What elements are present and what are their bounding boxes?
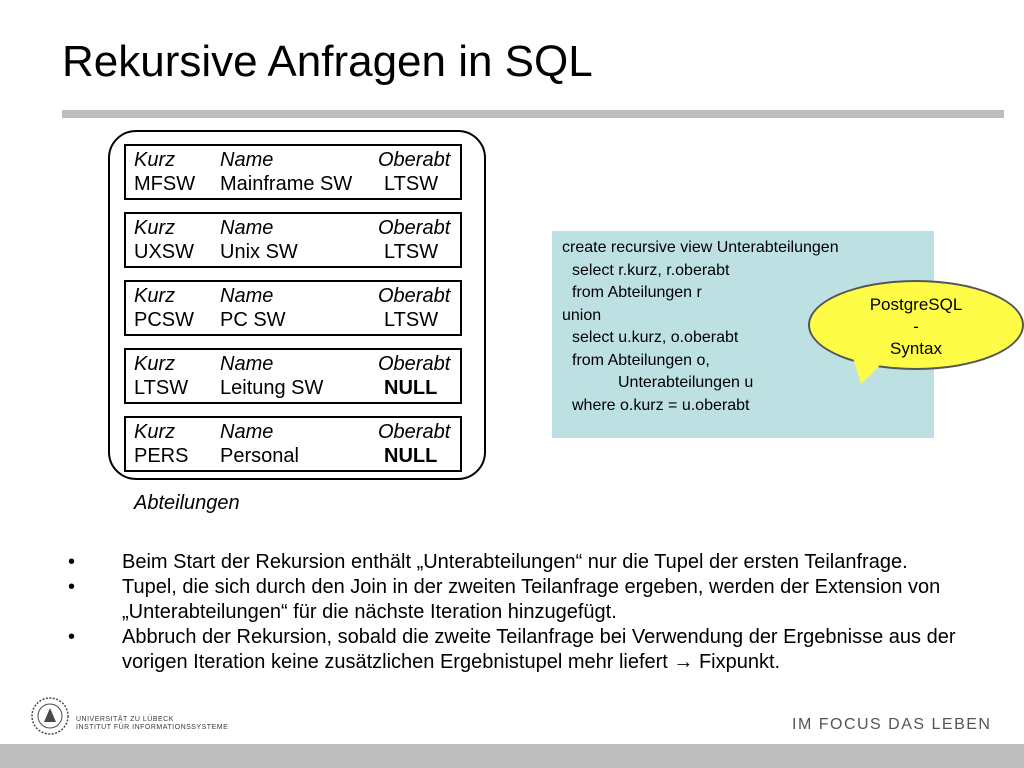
university-seal-icon	[30, 696, 70, 736]
header-kurz: Kurz	[134, 421, 176, 443]
header-kurz: Kurz	[134, 149, 176, 171]
sql-line: Unterabteilungen u	[618, 374, 754, 391]
title-divider	[62, 110, 1004, 118]
callout-line-3: Syntax	[890, 339, 942, 358]
sql-line: select u.kurz, o.oberabt	[572, 329, 739, 346]
bullet-text: Abbruch der Rekursion, sobald die zweite Teilanfrage bei Verwendung der Ergebnisse aus der vorigen Iteration keine zusätzlichen Ergebnistupel mehr liefert → Fixpunkt.	[122, 626, 956, 673]
value-kurz: LTSW	[134, 377, 189, 399]
header-oberabt: Oberabt	[378, 217, 451, 239]
institute-line: INSTITUT FÜR INFORMATIONSSYSTEME	[76, 724, 229, 731]
tuple-header	[134, 148, 460, 172]
header-oberabt: Oberabt	[378, 421, 451, 443]
sql-line: from Abteilungen o,	[572, 351, 710, 369]
value-oberabt: NULL	[384, 377, 438, 399]
tuple-header	[134, 352, 460, 376]
bullet-item	[64, 550, 964, 575]
bullet-dot-icon: •	[68, 626, 76, 648]
value-oberabt: NULL	[384, 445, 438, 467]
header-name: Name	[220, 217, 274, 239]
university-line: UNIVERSITÄT ZU LÜBECK	[76, 716, 174, 723]
tuple-5	[124, 416, 462, 472]
value-kurz: PCSW	[134, 309, 194, 331]
callout-tail	[853, 358, 887, 384]
header-oberabt: Oberabt	[378, 285, 451, 307]
bullet-text: Beim Start der Rekursion enthält „Unterabteilungen“ nur die Tupel der ersten Teilanfrage.	[122, 551, 908, 573]
sql-line: create recursive view Unterabteilungen	[562, 239, 839, 256]
tuple-values	[134, 308, 460, 332]
value-name: Mainframe SW	[220, 173, 353, 195]
bullet-item	[64, 575, 964, 625]
header-name: Name	[220, 421, 274, 443]
value-kurz: PERS	[134, 445, 189, 467]
value-name: PC SW	[220, 309, 286, 331]
bullet-dot-icon: •	[68, 551, 76, 573]
tuple-header	[134, 284, 460, 308]
slide-title: Rekursive Anfragen in SQL	[62, 37, 593, 86]
bullet-text: Tupel, die sich durch den Join in der zweiten Teilanfrage ergeben, werden der Extension von „Unterabteilungen“ für die nächste Iteration hinzugefügt.	[122, 576, 941, 623]
value-name: Unix SW	[220, 241, 298, 263]
bullet-list	[64, 550, 964, 675]
header-oberabt: Oberabt	[378, 353, 451, 375]
tuple-header	[134, 420, 460, 444]
value-kurz: UXSW	[134, 241, 194, 263]
callout-line-2: -	[913, 317, 919, 336]
tuple-values	[134, 240, 460, 264]
value-name: Personal	[220, 445, 299, 467]
tuple-values	[134, 172, 460, 196]
tuple-4	[124, 348, 462, 404]
tuple-header	[134, 216, 460, 240]
bullet-item	[64, 625, 964, 675]
value-name: Leitung SW	[220, 377, 324, 399]
bullet-dot-icon: •	[68, 576, 76, 598]
header-oberabt: Oberabt	[378, 149, 451, 171]
sql-line: from Abteilungen r	[572, 284, 702, 301]
header-kurz: Kurz	[134, 285, 176, 307]
tuple-values	[134, 444, 460, 468]
sql-line: union	[562, 306, 602, 324]
value-oberabt: LTSW	[384, 241, 439, 263]
value-oberabt: LTSW	[384, 173, 439, 195]
header-name: Name	[220, 285, 274, 307]
value-kurz: MFSW	[134, 173, 196, 195]
sql-line: where o.kurz = u.oberabt	[572, 396, 750, 414]
tuple-1	[124, 144, 462, 200]
header-name: Name	[220, 353, 274, 375]
callout-line-1: PostgreSQL	[869, 295, 963, 314]
tuple-2	[124, 212, 462, 268]
relation-caption: Abteilungen	[134, 492, 240, 514]
tuple-values	[134, 376, 460, 400]
tuple-3	[124, 280, 462, 336]
header-kurz: Kurz	[134, 217, 176, 239]
value-oberabt: LTSW	[384, 309, 439, 331]
callout-text	[808, 294, 1024, 360]
header-kurz: Kurz	[134, 353, 176, 375]
footer-bar	[0, 744, 1024, 768]
header-name: Name	[220, 149, 274, 171]
university-name	[76, 716, 228, 732]
footer-slogan: IM FOCUS DAS LEBEN	[792, 716, 992, 733]
sql-line: select r.kurz, r.oberabt	[572, 261, 730, 279]
